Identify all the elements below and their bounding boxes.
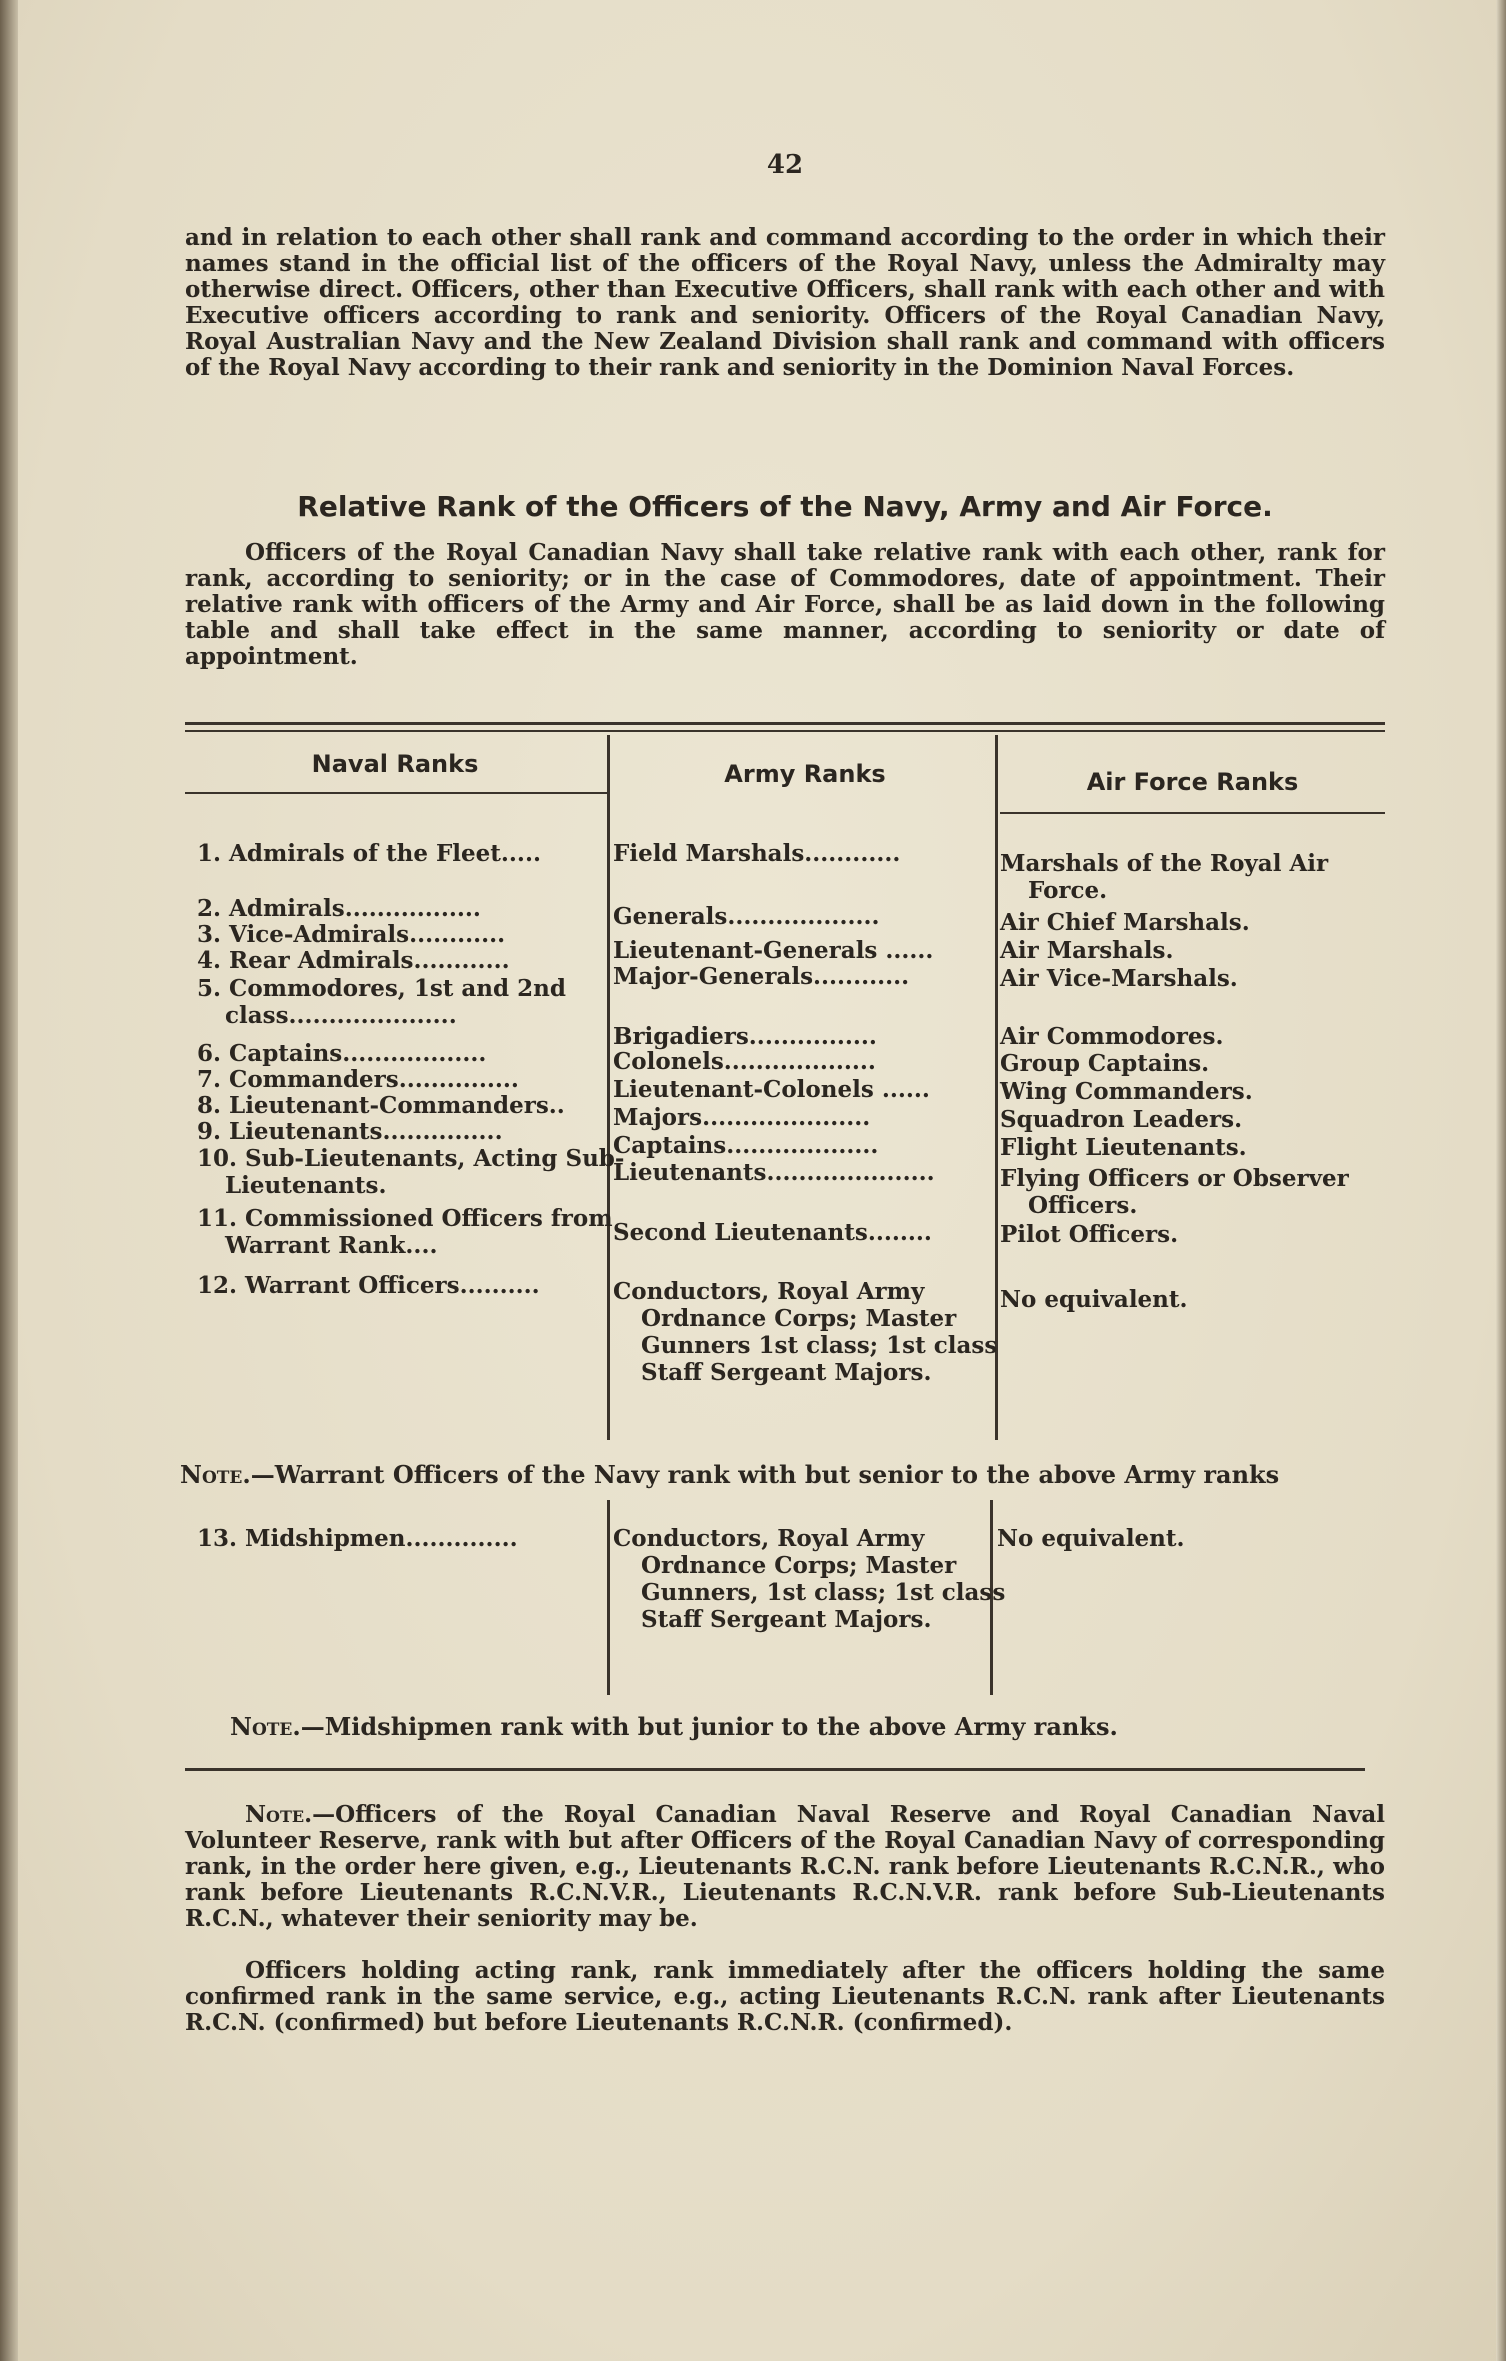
army-rank: Lieutenant-Generals ...... [613, 937, 934, 964]
army-rank: Conductors, Royal Army Ordnance Corps; Master Gunners 1st class; 1st class Staff Sergeant Majors. [613, 1278, 998, 1386]
air-rank: Group Captains. [1000, 1050, 1210, 1077]
air-rank: No equivalent. [997, 1525, 1185, 1552]
reserve-note [185, 1802, 1385, 1932]
air-rank: Marshals of the Royal Air Force. [1000, 850, 1329, 904]
air-rank: Wing Commanders. [1000, 1078, 1253, 1105]
air-rank: No equivalent. [1000, 1286, 1188, 1313]
naval-rank: 10. Sub-Lieutenants, Acting Sub-Lieutenants. [197, 1145, 625, 1199]
army-rank: Major-Generals............ [613, 963, 910, 990]
midshipmen-note [230, 1712, 1385, 1741]
army-rank: Colonels................... [613, 1048, 876, 1075]
army-rank: Brigadiers................ [613, 1023, 877, 1050]
naval-rank: 3. Vice-Admirals............ [197, 921, 506, 948]
table-divider-1 [607, 735, 610, 1440]
army-rank: Lieutenants..................... [613, 1159, 935, 1186]
note-label: Note. [230, 1712, 301, 1741]
page-number: 42 [766, 150, 804, 180]
air-rank: Air Chief Marshals. [1000, 909, 1250, 936]
naval-rank: 5. Commodores, 1st and 2nd class..................... [197, 975, 566, 1029]
acting-rank-paragraph: Officers holding acting rank, rank immediately after the officers holding the same confirmed rank in the same service, e.g., acting Lieutenants R.C.N. rank after Lieutenants R.C.N. (confirmed) but before Lieutenants R.C.N.R. (confirmed). [185, 1957, 1385, 2036]
air-rank: Air Marshals. [1000, 937, 1174, 964]
air-rank: Flight Lieutenants. [1000, 1134, 1247, 1161]
note-label: Note. [180, 1460, 251, 1489]
army-rank: Field Marshals............ [613, 840, 901, 867]
naval-rank: 9. Lieutenants............... [197, 1118, 503, 1145]
air-rank: Flying Officers or Observer Officers. [1000, 1165, 1349, 1219]
army-rank: Captains................... [613, 1132, 879, 1159]
naval-rank: 12. Warrant Officers.......... [197, 1272, 540, 1299]
intro-paragraph: and in relation to each other shall rank and command according to the order in which their names stand in the official list of the officers of the Royal Navy, unless the Admiralty may otherwise direct. Officers, other than Executive Officers, shall rank with each other and with Executive officers according to rank and seniority. Officers of the Royal Canadian Navy, Royal Australian Navy and the New Zealand Division shall rank and command with officers of the Royal Navy according to their rank and seniority in the Dominion Naval Forces. [185, 224, 1385, 381]
section-heading: Relative Rank of the Officers of the Navy, Army and Air Force. [297, 490, 1273, 523]
naval-rank: 2. Admirals................. [197, 895, 481, 922]
army-rank: Lieutenant-Colonels ...... [613, 1076, 930, 1103]
warrant-note [180, 1460, 1390, 1489]
header-army-ranks: Army Ranks [724, 760, 886, 788]
air-rank: Squadron Leaders. [1000, 1106, 1243, 1133]
naval-rank: 1. Admirals of the Fleet..... [197, 840, 541, 867]
header-air-force-ranks: Air Force Ranks [1086, 768, 1299, 796]
naval-rank: 4. Rear Admirals............ [197, 947, 510, 974]
naval-rank: 13. Midshipmen.............. [197, 1525, 518, 1552]
naval-rank: 7. Commanders............... [197, 1066, 519, 1093]
header-naval-ranks: Naval Ranks [311, 750, 479, 778]
naval-rank: 8. Lieutenant-Commanders.. [197, 1092, 565, 1119]
air-rank: Air Vice-Marshals. [1000, 965, 1238, 992]
header-rule-air [1000, 812, 1385, 814]
header-rule-naval [185, 792, 607, 794]
army-rank: Conductors, Royal Army Ordnance Corps; Master Gunners, 1st class; 1st class Staff Sergeant Majors. [613, 1525, 1006, 1633]
page-right-edge [1496, 0, 1506, 2361]
note-text: —Warrant Officers of the Navy rank with but senior to the above Army ranks [250, 1460, 1280, 1489]
naval-rank: 6. Captains.................. [197, 1040, 487, 1067]
page-left-edge [0, 0, 18, 2361]
table-bottom-rule [185, 1768, 1365, 1771]
note-text: —Officers of the Royal Canadian Naval Reserve and Royal Canadian Naval Volunteer Reserve, rank with but after Officers of the Royal Canadian Navy of corresponding rank, in the order here given, e.g., Lieutenants R.C.N. rank before Lieutenants R.C.N.R., who rank before Lieutenants R.C.N.V.R., Lieutenants R.C.N.V.R. rank before Sub-Lieutenants R.C.N., whatever their seniority may be. [185, 1801, 1385, 1932]
relative-rank-paragraph: Officers of the Royal Canadian Navy shall take relative rank with each other, rank for rank, according to seniority; or in the case of Commodores, date of appointment. Their relative rank with officers of the Army and Air Force, shall be as laid down in the following table and shall take effect in the same manner, according to seniority or date of appointment. [185, 539, 1385, 670]
army-rank: Majors..................... [613, 1104, 871, 1131]
army-rank: Second Lieutenants........ [613, 1219, 932, 1246]
air-rank: Pilot Officers. [1000, 1221, 1179, 1248]
naval-rank: 11. Commissioned Officers from Warrant Rank.... [197, 1205, 613, 1259]
table-top-rule [185, 722, 1385, 725]
lower-table-divider-1 [607, 1500, 610, 1695]
army-rank: Generals................... [613, 903, 880, 930]
note-label: Note. [245, 1801, 313, 1828]
table-top-rule-2 [185, 730, 1385, 732]
note-text: —Midshipmen rank with but junior to the above Army ranks. [300, 1712, 1118, 1741]
air-rank: Air Commodores. [1000, 1023, 1224, 1050]
